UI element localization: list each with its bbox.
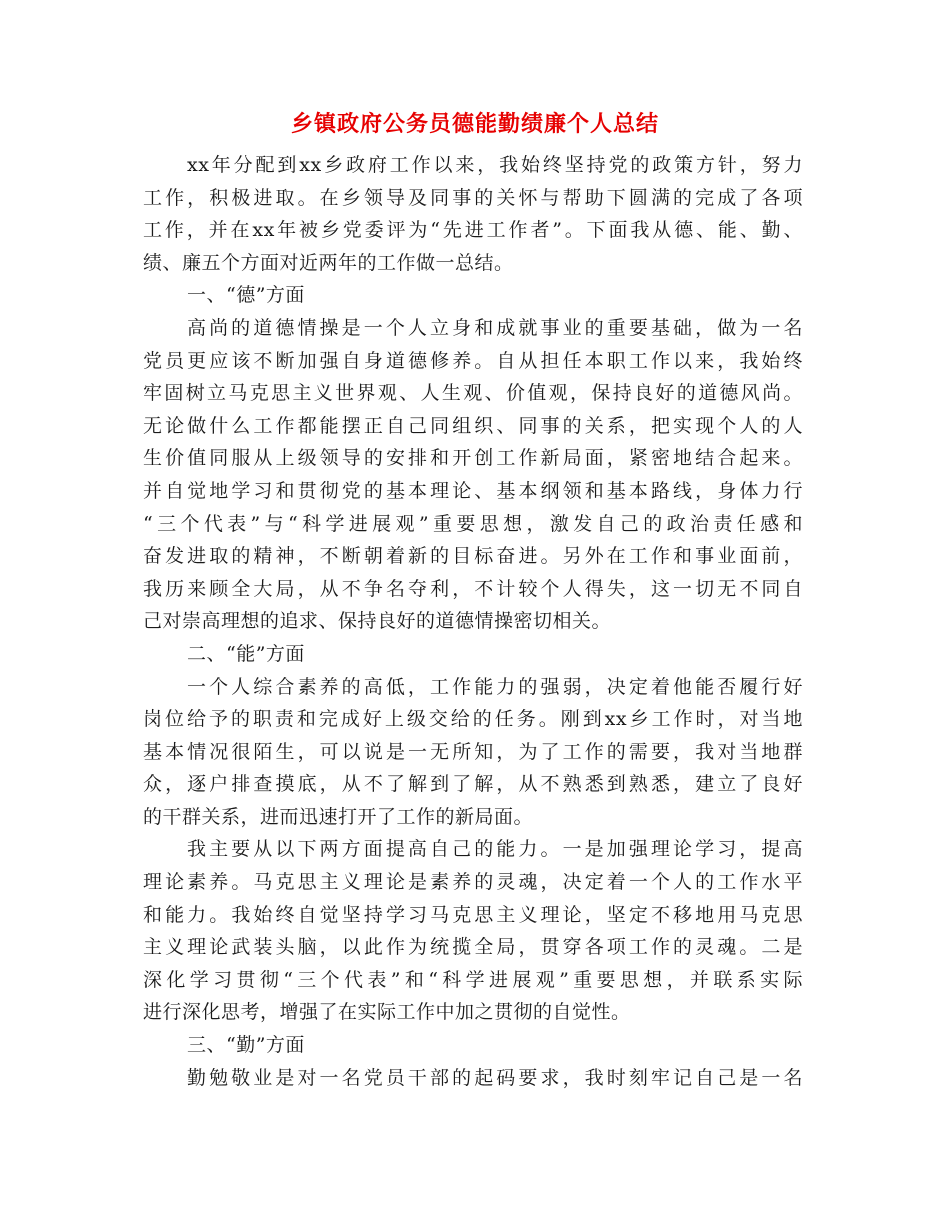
text-line: 主义理论武装头脑，以此作为统揽全局，贯穿各项工作的灵魂。二是	[143, 936, 803, 959]
text-line: 我主要从以下两方面提高自己的能力。一是加强理论学习，提高	[187, 838, 803, 861]
text-line: 并自觉地学习和贯彻党的基本理论、基本纲领和基本路线，身体力行	[143, 479, 803, 502]
text-line: 绩、廉五个方面对近两年的工作做一总结。	[143, 251, 514, 274]
section-heading: 三、“勤”方面	[187, 1034, 305, 1057]
text-line: 党员更应该不断加强自身道德修养。自从担任本职工作以来，我始终	[143, 349, 803, 372]
text-line: 己对崇高理想的追求、保持良好的道德情操密切相关。	[143, 610, 612, 633]
text-line: 进行深化思考，增强了在实际工作中加之贯彻的自觉性。	[143, 1001, 631, 1024]
text-line: 我历来顾全大局，从不争名夺利，不计较个人得失，这一切无不同自	[143, 577, 803, 600]
text-line: “三个代表”与“科学进展观”重要思想，激发自己的政治责任感和	[143, 512, 803, 535]
text-line: 的干群关系，进而迅速打开了工作的新局面。	[143, 805, 534, 828]
text-line: 奋发进取的精神，不断朝着新的目标奋进。另外在工作和事业面前，	[143, 545, 803, 568]
document-title: 乡镇政府公务员德能勤绩廉个人总结	[290, 111, 659, 137]
text-line: xx年分配到xx乡政府工作以来，我始终坚持党的政策方针，努力	[187, 154, 803, 176]
text-line: 深化学习贯彻“三个代表”和“科学进展观”重要思想，并联系实际	[143, 968, 803, 991]
text-line: 工作，积极进取。在乡领导及同事的关怀与帮助下圆满的完成了各项	[143, 186, 803, 209]
text-line: 一个人综合素养的高低，工作能力的强弱，决定着他能否履行好	[187, 675, 803, 698]
document-body	[143, 149, 803, 1094]
text-line: 无论做什么工作都能摆正自己同组织、同事的关系，把实现个人的人	[143, 414, 803, 437]
text-line: 和能力。我始终自觉坚持学习马克思主义理论，坚定不移地用马克思	[143, 903, 803, 926]
section-heading: 一、“德”方面	[187, 284, 305, 307]
text-line: 基本情况很陌生，可以说是一无所知，为了工作的需要，我对当地群	[143, 740, 803, 763]
text-line: 生价值同服从上级领导的安排和开创工作新局面，紧密地结合起来。	[143, 447, 803, 470]
text-line: 理论素养。马克思主义理论是素养的灵魂，决定着一个人的工作水平	[143, 871, 803, 894]
text-line: 工作，并在xx年被乡党委评为“先进工作者”。下面我从德、能、勤、	[143, 219, 803, 242]
text-line: 牢固树立马克思主义世界观、人生观、价值观，保持良好的道德风尚。	[143, 382, 803, 405]
section-heading: 二、“能”方面	[187, 642, 305, 665]
text-line: 高尚的道德情操是一个人立身和成就事业的重要基础，做为一名	[187, 316, 803, 339]
text-line: 岗位给予的职责和完成好上级交给的任务。刚到xx乡工作时，对当地	[143, 708, 803, 731]
text-line: 众，逐户排查摸底，从不了解到了解，从不熟悉到熟悉，建立了良好	[143, 773, 803, 796]
text-line: 勤勉敬业是对一名党员干部的起码要求，我时刻牢记自己是一名	[187, 1066, 803, 1089]
